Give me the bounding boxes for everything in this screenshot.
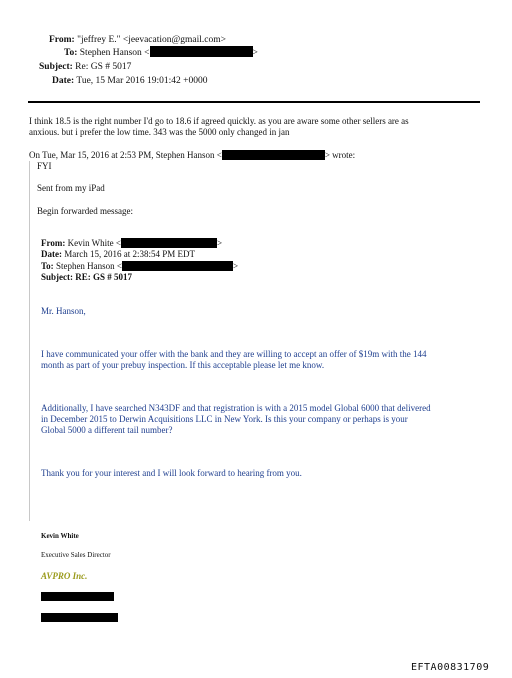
redaction-block	[41, 613, 118, 622]
header-to-end: >	[252, 48, 258, 58]
header-to-value: Stephen Hanson <	[79, 48, 150, 58]
fwd-from-value: Kevin White <	[67, 238, 121, 248]
redaction-block	[150, 46, 253, 57]
header-subject-value: Re: GS # 5017	[75, 62, 132, 72]
fwd-para2-line2: in December 2015 to Derwin Acquisitions LLC in New York. Is this your company or perhaps is your	[41, 414, 408, 424]
quoted-begin-forwarded: Begin forwarded message:	[37, 206, 133, 216]
fwd-to-label: To:	[41, 261, 54, 271]
header-to-label: To:	[64, 48, 78, 58]
header-from-value: "jeffrey E." <jeevacation@gmail.com>	[77, 35, 226, 45]
header-divider	[28, 101, 480, 103]
reply-line-1: I think 18.5 is the right number I'd go to 18.6 if agreed quickly. as you are aware some other sellers are as	[29, 116, 409, 126]
fwd-to-line	[41, 261, 238, 272]
fwd-subject-value: RE: GS # 5017	[75, 272, 133, 282]
fwd-date-label: Date:	[41, 249, 62, 259]
fwd-para1-line2: month as part of your prebuy inspection. If this acceptable please let me know.	[41, 360, 325, 370]
header-date-value: Tue, 15 Mar 2016 19:01:42 +0000	[76, 76, 208, 86]
fwd-para1-line1: I have communicated your offer with the bank and they are willing to accept an offer of $19m with the 144	[41, 349, 427, 359]
header-date-label: Date:	[52, 76, 75, 86]
redaction-block	[122, 261, 233, 271]
fwd-greeting: Mr. Hanson,	[41, 306, 86, 316]
signature-name: Kevin White	[41, 532, 79, 540]
fwd-from-label: From:	[41, 238, 66, 248]
fwd-subject-label: Subject:	[41, 272, 73, 282]
header-to-line	[64, 46, 258, 59]
fwd-from-end: >	[216, 238, 223, 248]
fwd-from-line	[41, 238, 222, 249]
quote-intro	[29, 150, 355, 161]
signature-company: AVPRO Inc.	[41, 571, 88, 581]
document-id: EFTA00831709	[411, 662, 490, 673]
fwd-para2-line3: Global 5000 a different tail number?	[41, 425, 173, 435]
fwd-subject-line	[41, 272, 132, 283]
redaction-block	[222, 150, 325, 160]
header-subject-line	[39, 61, 131, 73]
fwd-date-line	[41, 249, 195, 260]
quote-bar	[29, 161, 30, 521]
quote-intro-prefix: On Tue, Mar 15, 2016 at 2:53 PM, Stephen Hanson <	[29, 150, 222, 160]
redaction-block	[41, 592, 114, 601]
quoted-fyi: FYI	[37, 161, 52, 171]
signature-title: Executive Sales Director	[41, 551, 111, 559]
quoted-sent-from: Sent from my iPad	[37, 183, 105, 193]
fwd-date-value: March 15, 2016 at 2:38:54 PM EDT	[64, 249, 195, 259]
reply-line-2: anxious. but i prefer the low time. 343 was the 5000 only changed in jan	[29, 127, 290, 137]
header-subject-label: Subject:	[39, 62, 73, 72]
fwd-to-end: >	[233, 261, 239, 271]
header-from-label: From:	[49, 35, 75, 45]
header-from-line	[49, 34, 226, 46]
redaction-block	[121, 238, 217, 248]
fwd-to-value: Stephen Hanson <	[55, 261, 123, 271]
header-date-line	[52, 75, 208, 87]
quote-intro-suffix: > wrote:	[324, 150, 356, 160]
fwd-para2-line1: Additionally, I have searched N343DF and that registration is with a 2015 model Global 6000 that delivered	[41, 403, 431, 413]
fwd-para3: Thank you for your interest and I will look forward to hearing from you.	[41, 468, 302, 478]
